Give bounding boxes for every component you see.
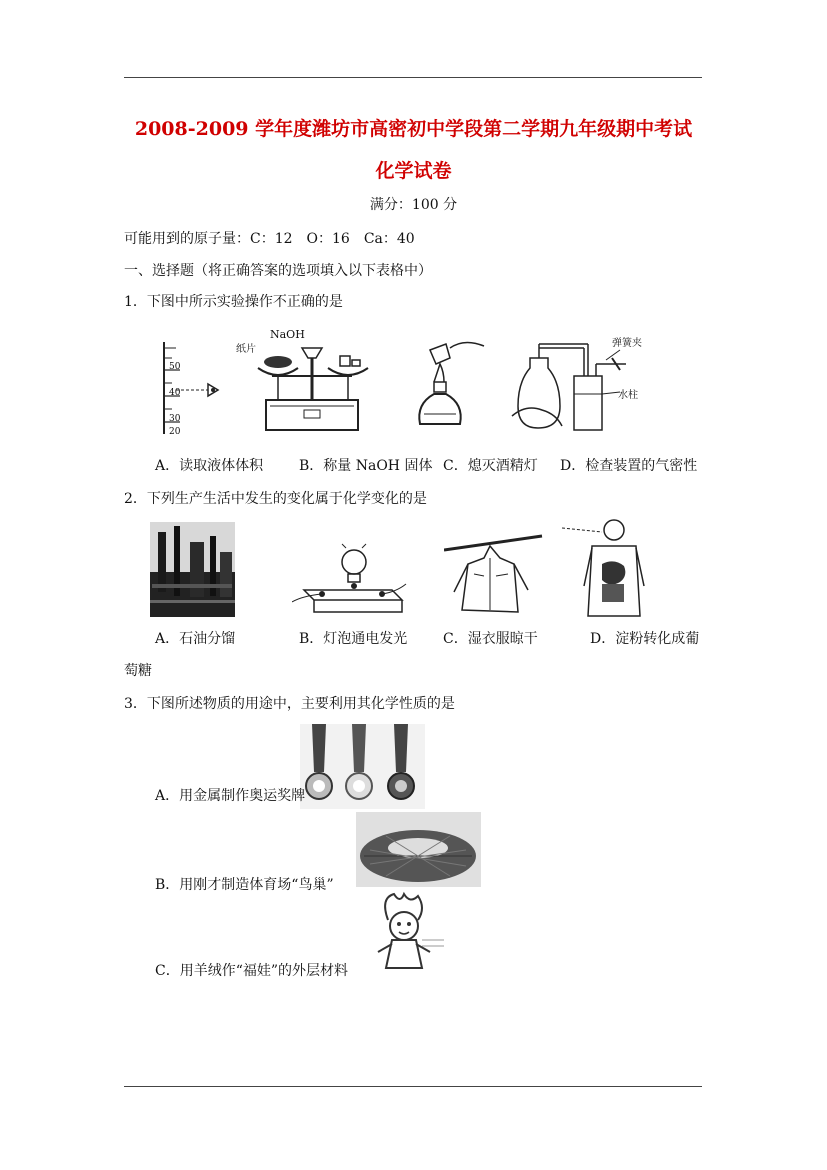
q2-figure-drying-clothes <box>444 530 544 620</box>
q1-scale-30: 30 <box>169 414 181 424</box>
q1-water-label: 水柱 <box>618 390 638 401</box>
q1-figure-alcohol-lamp <box>400 334 495 434</box>
q1-option-b: B．称量 NaOH 固体 <box>299 458 433 474</box>
q1-option-d: D．检查装置的气密性 <box>560 458 698 474</box>
q2-figure-digestion <box>562 516 667 621</box>
header-rule <box>124 77 702 78</box>
q1-figure-cylinder <box>150 338 245 438</box>
q1-clamp-label: 弹簧夹 <box>612 338 642 349</box>
q2-option-a: A．石油分馏 <box>155 631 236 647</box>
q1-option-a: A．读取液体体积 <box>155 458 264 474</box>
q2-option-b: B．灯泡通电发光 <box>299 631 408 647</box>
q1-option-c: C．熄灭酒精灯 <box>443 458 538 474</box>
q2-figure-refinery <box>150 522 235 617</box>
q3-figure-medals <box>300 724 425 809</box>
q1-naoh-label: NaOH <box>270 328 305 341</box>
atomic-masses: 可能用到的原子量：C：12 O：16 Ca：40 <box>124 231 415 247</box>
q2-figure-light-bulb <box>292 540 407 620</box>
q3-figure-fuwa <box>360 890 450 980</box>
full-score: 满分：100 分 <box>369 197 458 213</box>
q1-figure-balance <box>232 328 382 438</box>
q1-figure-airtightness <box>508 330 678 440</box>
exam-title: 2008-2009 学年度潍坊市高密初中学段第二学期九年级期中考试 <box>134 118 693 140</box>
q2-stem: 2．下列生产生活中发生的变化属于化学变化的是 <box>124 491 427 507</box>
q3-option-b: B．用刚才制造体育场“鸟巢” <box>155 877 334 893</box>
q1-scale-20: 20 <box>169 427 181 437</box>
q1-paper-label: 纸片 <box>236 344 256 355</box>
q1-scale-50: 50 <box>169 362 181 372</box>
q3-figure-birds-nest <box>356 812 481 887</box>
q3-option-c: C．用羊绒作“福娃”的外层材料 <box>155 963 349 979</box>
q2-option-c: C．湿衣服晾干 <box>443 631 538 647</box>
q1-scale-40: 40 <box>169 388 181 398</box>
q1-stem: 1．下图中所示实验操作不正确的是 <box>124 294 343 310</box>
q3-option-a: A．用金属制作奥运奖牌 <box>155 788 306 804</box>
section-heading: 一、选择题（将正确答案的选项填入以下表格中） <box>124 263 432 279</box>
q2-option-d: D．淀粉转化成葡 <box>590 631 700 647</box>
q2-option-d-continued: 萄糖 <box>124 663 152 679</box>
exam-subtitle: 化学试卷 <box>375 160 452 182</box>
footer-rule <box>124 1086 702 1087</box>
q3-stem: 3．下图所述物质的用途中，主要利用其化学性质的是 <box>124 696 455 712</box>
